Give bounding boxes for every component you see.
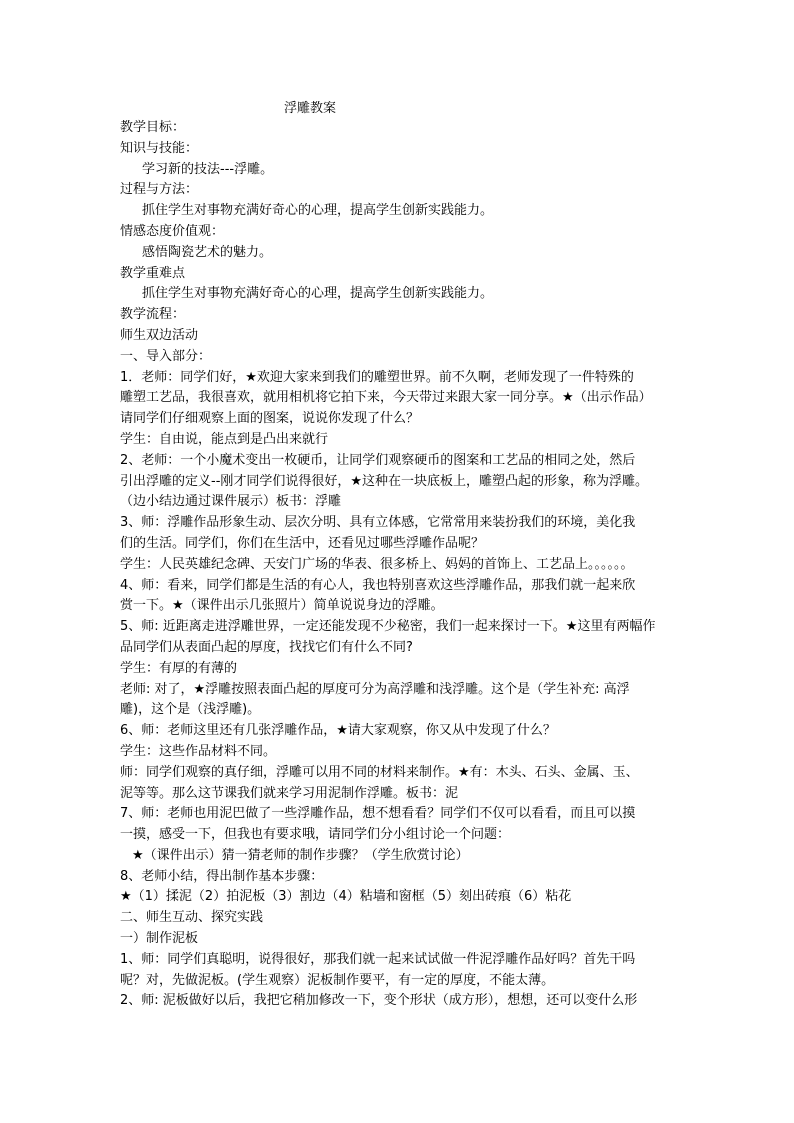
text-line: 老师: 对了，★浮雕按照表面凸起的厚度可分为高浮雕和浅浮雕。这个是（学生补充: 高浮 (120, 681, 630, 697)
text-line: 师：同学们观察的真仔细，浮雕可以用不同的材料来制作。★有：木头、石头、金属、玉、 (120, 764, 639, 780)
text-line: 过程与方法： (120, 182, 199, 198)
text-line: 学生：这些作品材料不同。 (120, 743, 277, 759)
text-line: 雕)，这个是（浅浮雕)。 (120, 702, 261, 718)
text-line: 7、师：老师也用泥巴做了一些浮雕作品，想不想看看？同学们不仅可以看看，而且可以摸 (120, 806, 636, 822)
text-line: 5、师: 近距离走进浮雕世界，一定还能发现不少秘密，我们一起来探讨一下。★这里有两幅作 (120, 619, 656, 635)
text-line: 抓住学生对事物充满好奇心的心理，提高学生创新实践能力。 (142, 203, 494, 219)
text-line: 教学流程： (120, 307, 186, 323)
text-line: 学习新的技法---浮雕。 (142, 161, 274, 177)
text-line: ★（课件出示）猜一猜老师的制作步骤？（学生欣赏讨论） (132, 847, 469, 863)
text-line: 请同学们仔细观察上面的图案，说说你发现了什么？ (120, 411, 420, 427)
text-line: 感悟陶瓷艺术的魅力。 (142, 244, 273, 260)
text-line: 品同学们从表面凸起的厚度，找找它们有什么不同? (120, 639, 413, 655)
text-line: 教学重难点 (120, 265, 186, 281)
document-title: 浮雕教案 (283, 101, 336, 116)
text-line: 8、老师小结，得出制作基本步骤： (120, 868, 324, 884)
text-line: 6、师：老师这里还有几张浮雕作品，★请大家观察，你又从中发现了什么？ (120, 723, 556, 739)
text-line: 雕塑工艺品，我很喜欢，就用相机将它拍下来，今天带过来跟大家一同分享。★（出示作品） (120, 390, 652, 406)
text-line: 学生：人民英雄纪念碑、天安门广场的华表、很多桥上、妈妈的首饰上、工艺品上。。。。。。 (120, 556, 634, 572)
text-line: 一）制作泥板 (120, 931, 199, 947)
text-line: 1、师：同学们真聪明，说得很好，那我们就一起来试试做一件泥浮雕作品好吗？首先干吗 (120, 951, 636, 967)
text-line: 1．老师：同学们好，★欢迎大家来到我们的雕塑世界。前不久啊，老师发现了一件特殊的 (120, 369, 634, 385)
text-line: 情感态度价值观： (120, 223, 225, 239)
text-line: 引出浮雕的定义--刚才同学们说得很好，★这种在一块底板上，雕塑凸起的形象，称为浮雕。 (120, 473, 649, 489)
text-line: 抓住学生对事物充满好奇心的心理，提高学生创新实践能力。 (142, 286, 494, 302)
text-line: 学生：有厚的有薄的 (120, 660, 238, 676)
text-line: 4、师：看来，同学们都是生活的有心人，我也特别喜欢这些浮雕作品，那我们就一起来欣 (120, 577, 636, 593)
text-line: 们的生活。同学们，你们在生活中，还看见过哪些浮雕作品呢？ (120, 535, 485, 551)
text-line: 泥等等。那么这节课我们就来学习用泥制作浮雕。板书：泥 (120, 785, 459, 801)
text-line: 一、导入部分： (120, 348, 212, 364)
text-line: 2、老师：一个小魔术变出一枚硬币，让同学们观察硬币的图案和工艺品的相同之处，然后 (120, 452, 636, 468)
text-line: 学生：自由说，能点到是凸出来就行 (120, 431, 329, 447)
text-line: 呢？对，先做泥板。(学生观察）泥板制作要平，有一定的厚度，不能太薄。 (120, 972, 555, 988)
text-line: 2、师: 泥板做好以后，我把它稍加修改一下，变个形状（成方形），想想，还可以变什么形 (120, 993, 638, 1009)
document-body (120, 118, 685, 1012)
text-line: 教学目标： (120, 120, 186, 135)
text-line: 3、师：浮雕作品形象生动、层次分明、具有立体感，它常常用来装扮我们的环境，美化我 (120, 515, 636, 531)
text-line: （边小结边通过课件展示）板书：浮雕 (120, 494, 342, 510)
text-line: 二、师生互动、探究实践 (120, 910, 264, 926)
text-line: 赏一下。★（课件出示几张照片）简单说说身边的浮雕。 (120, 598, 444, 614)
text-line: 一摸，感受一下，但我也有要求哦，请同学们分小组讨论一个问题： (120, 827, 511, 843)
text-line: 师生双边活动 (120, 327, 199, 343)
text-line: 知识与技能： (120, 140, 199, 156)
text-line: ★（1）揉泥（2）拍泥板（3）割边（4）粘墙和窗框（5）刻出砖痕（6）粘花 (120, 889, 572, 905)
